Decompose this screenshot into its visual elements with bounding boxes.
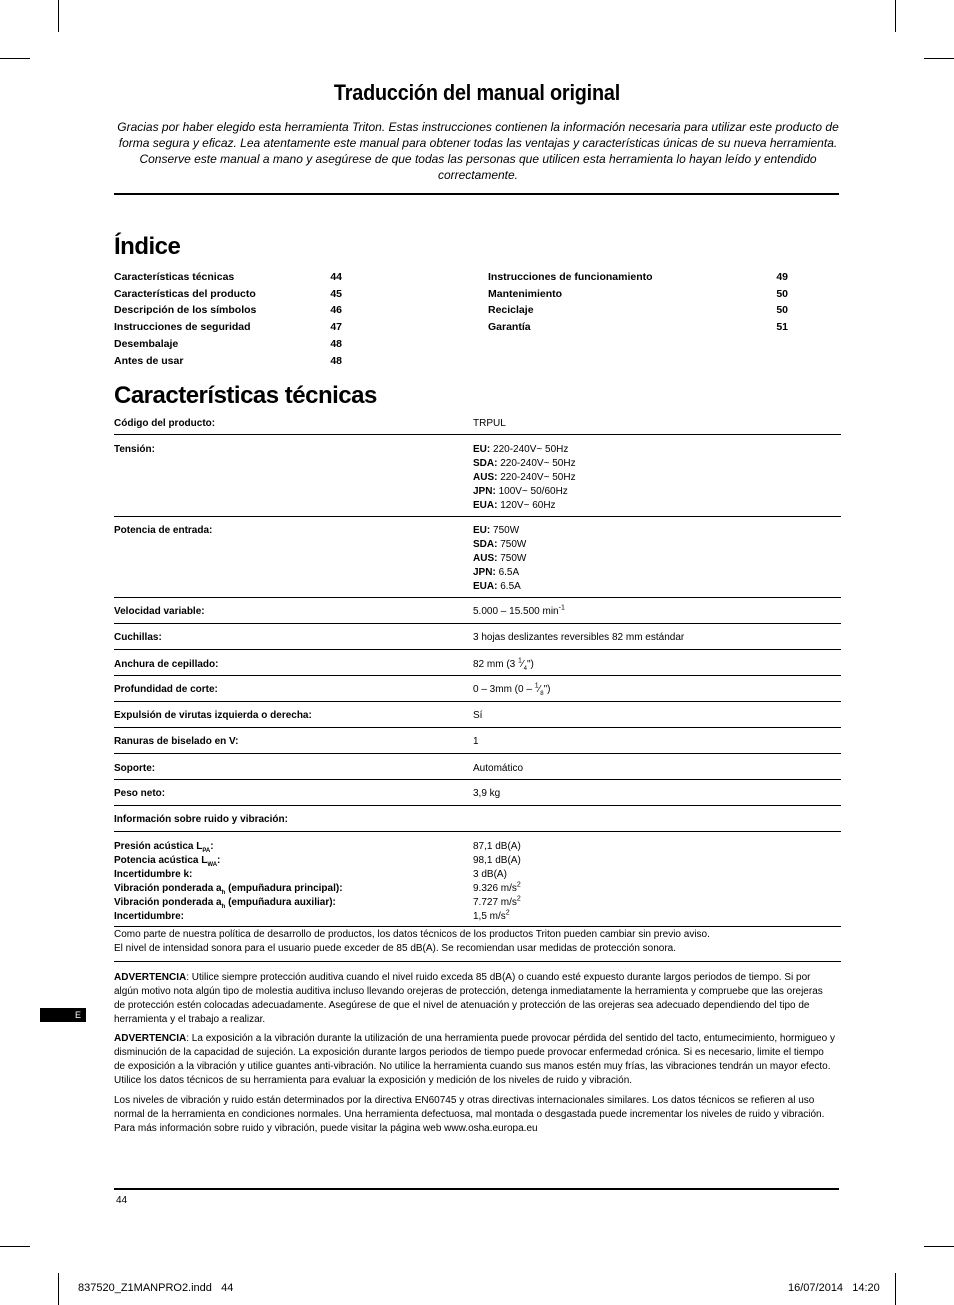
crop-mark — [58, 0, 59, 32]
page-number: 44 — [116, 1195, 128, 1206]
divider — [114, 1188, 839, 1190]
index-heading: Índice — [114, 233, 181, 260]
levels-paragraph: Los niveles de vibración y ruido están determinados por la directiva EN60745 y otras directivas internacionales similares. Los datos técnicos se refieren al uso normal de la herramienta en condiciones normales. Una herramienta defectuosa, mal montada o desgastada puede incrementar los niveles de ruido y vibración. Para más información sobre ruido y vibración, puede visitar la página web www.osha.europa.eu — [114, 1095, 825, 1134]
index-item[interactable]: Descripción de los símbolos 46 — [114, 304, 342, 316]
spec-row-stand: Soporte: Automático — [114, 754, 841, 780]
specs-table — [114, 414, 841, 927]
index-item[interactable]: Características técnicas 44 — [114, 271, 342, 283]
spec-row-ejection: Expulsión de virutas izquierda o derecha: Sí — [114, 702, 841, 728]
intro-paragraph: Gracias por haber elegido esta herramienta Triton. Estas instrucciones contienen la información necesaria para utilizar este producto de forma segura y eficaz. Lea atentamente este manual para obtener todas las ventajas y características únicas de su nueva herramienta. Conserve este manual a mano y asegúrese de que todas las personas que utilicen esta herramienta lo hayan leído y entendido correctamente. — [117, 120, 839, 182]
spec-row-noise-values: Presión acústica $L_{PA}$: Potencia acústica $L_{WA}$: Incertidumbre k: Vibración ponderada $a_h$ (empuñadura principal): Vibración ponderada $a_h$ (empuñadura auxiliar): Incertidumbre: 87,1 dB(A) 98,1 dB(A) 3 dB(A) 9.326 $m/s^2$ 7.727 $m/s^2$ 1,5 $m/s^2$ — [114, 832, 841, 927]
spec-row-grooves: Ranuras de biselado en V: 1 — [114, 728, 841, 754]
spec-row-width: Anchura de cepillado: 82 mm (3 $^1⁄_4$") — [114, 650, 841, 676]
spec-row-speed: Velocidad variable: 5.000 – 15.500 $\min^{-1}$ — [114, 598, 841, 624]
crop-mark — [58, 1273, 59, 1305]
page-title: Traducción del manual original — [333, 80, 621, 105]
index-item[interactable]: Garantía 51 — [488, 321, 788, 333]
crop-mark — [924, 1246, 954, 1247]
index-item[interactable]: Instrucciones de seguridad 47 — [114, 321, 342, 333]
index-item[interactable]: Mantenimiento 50 — [488, 288, 788, 300]
spec-row-voltage: Tensión: EU: 220-240V~ 50Hz SDA: 220-240V~ 50Hz AUS: 220-240V~ 50Hz JPN: 100V~ 50/60Hz EUA: 120V~ 60Hz — [114, 435, 841, 517]
warning-noise: ADVERTENCIA: Utilice siempre protección auditiva cuando el nivel ruido exceda 85 dB(A) o cuando esté expuesto durante largos periodos de tiempo. Si por algún motivo nota algún tipo de molestia auditiva incluso llevando orejeras de protección, detenga inmediatamente la herramienta y compruebe que las orejeras de protección estén colocadas adecuadamente. Asegúrese de que el nivel de atenuación y protección de las orejeras sea adecuado dependiendo del tipo de herramienta y el trabajo a realizar. — [114, 972, 823, 1025]
divider — [114, 193, 839, 195]
crop-mark — [895, 1273, 896, 1305]
divider — [114, 961, 841, 962]
crop-mark — [924, 58, 954, 59]
spec-row-product-code: Código del producto: TRPUL — [114, 414, 841, 435]
footer-timestamp: 16/07/2014 14:20 — [788, 1282, 880, 1294]
index-item[interactable]: Características del producto 45 — [114, 288, 342, 300]
crop-mark — [0, 1246, 30, 1247]
spec-row-noise-heading: Información sobre ruido y vibración: — [114, 806, 841, 832]
spec-row-blades: Cuchillas: 3 hojas deslizantes reversibles 82 mm estándar — [114, 624, 841, 650]
index-item[interactable]: Desembalaje 48 — [114, 338, 342, 350]
language-tab: E — [40, 1008, 86, 1022]
policy-note: Como parte de nuestra política de desarrollo de productos, los datos técnicos de los productos Triton pueden cambiar sin previo aviso. El nivel de intensidad sonora para el usuario puede exceder de 85 dB(A). Se recomiendan usar medidas de protección sonora. — [114, 929, 710, 954]
footer-filename: 837520_Z1MANPRO2.indd 44 — [78, 1282, 234, 1294]
crop-mark — [895, 0, 896, 32]
warning-vibration: ADVERTENCIA: La exposición a la vibración durante la utilización de una herramienta puede provocar pérdida del sentido del tacto, entumecimiento, hormigueo y disminución de la capacidad de sujeción. La exposición durante largos periodos de tiempo puede provocar enfermedad crónica. Si es necesario, limite el tiempo de exposición a la vibración y utilice guantes anti-vibración. No utilice la herramienta cuando sus manos estén muy frías, las vibraciones tendrán un mayor efecto. Utilice los datos técnicos de su herramienta para evaluar la exposición y medición de los niveles de ruido y vibración. — [114, 1033, 835, 1086]
spec-row-weight: Peso neto: 3,9 kg — [114, 780, 841, 806]
specs-heading: Características técnicas — [114, 382, 377, 409]
index-item[interactable]: Reciclaje 50 — [488, 304, 788, 316]
spec-row-depth: Profundidad de corte: 0 – 3mm $(0 - ^1⁄_8")$ — [114, 676, 841, 702]
spec-row-input-power: Potencia de entrada: EU: 750W SDA: 750W AUS: 750W JPN: 6.5A EUA: 6.5A — [114, 517, 841, 598]
crop-mark — [0, 58, 30, 59]
index-item[interactable]: Instrucciones de funcionamiento 49 — [488, 271, 788, 283]
index-item[interactable]: Antes de usar 48 — [114, 355, 342, 367]
